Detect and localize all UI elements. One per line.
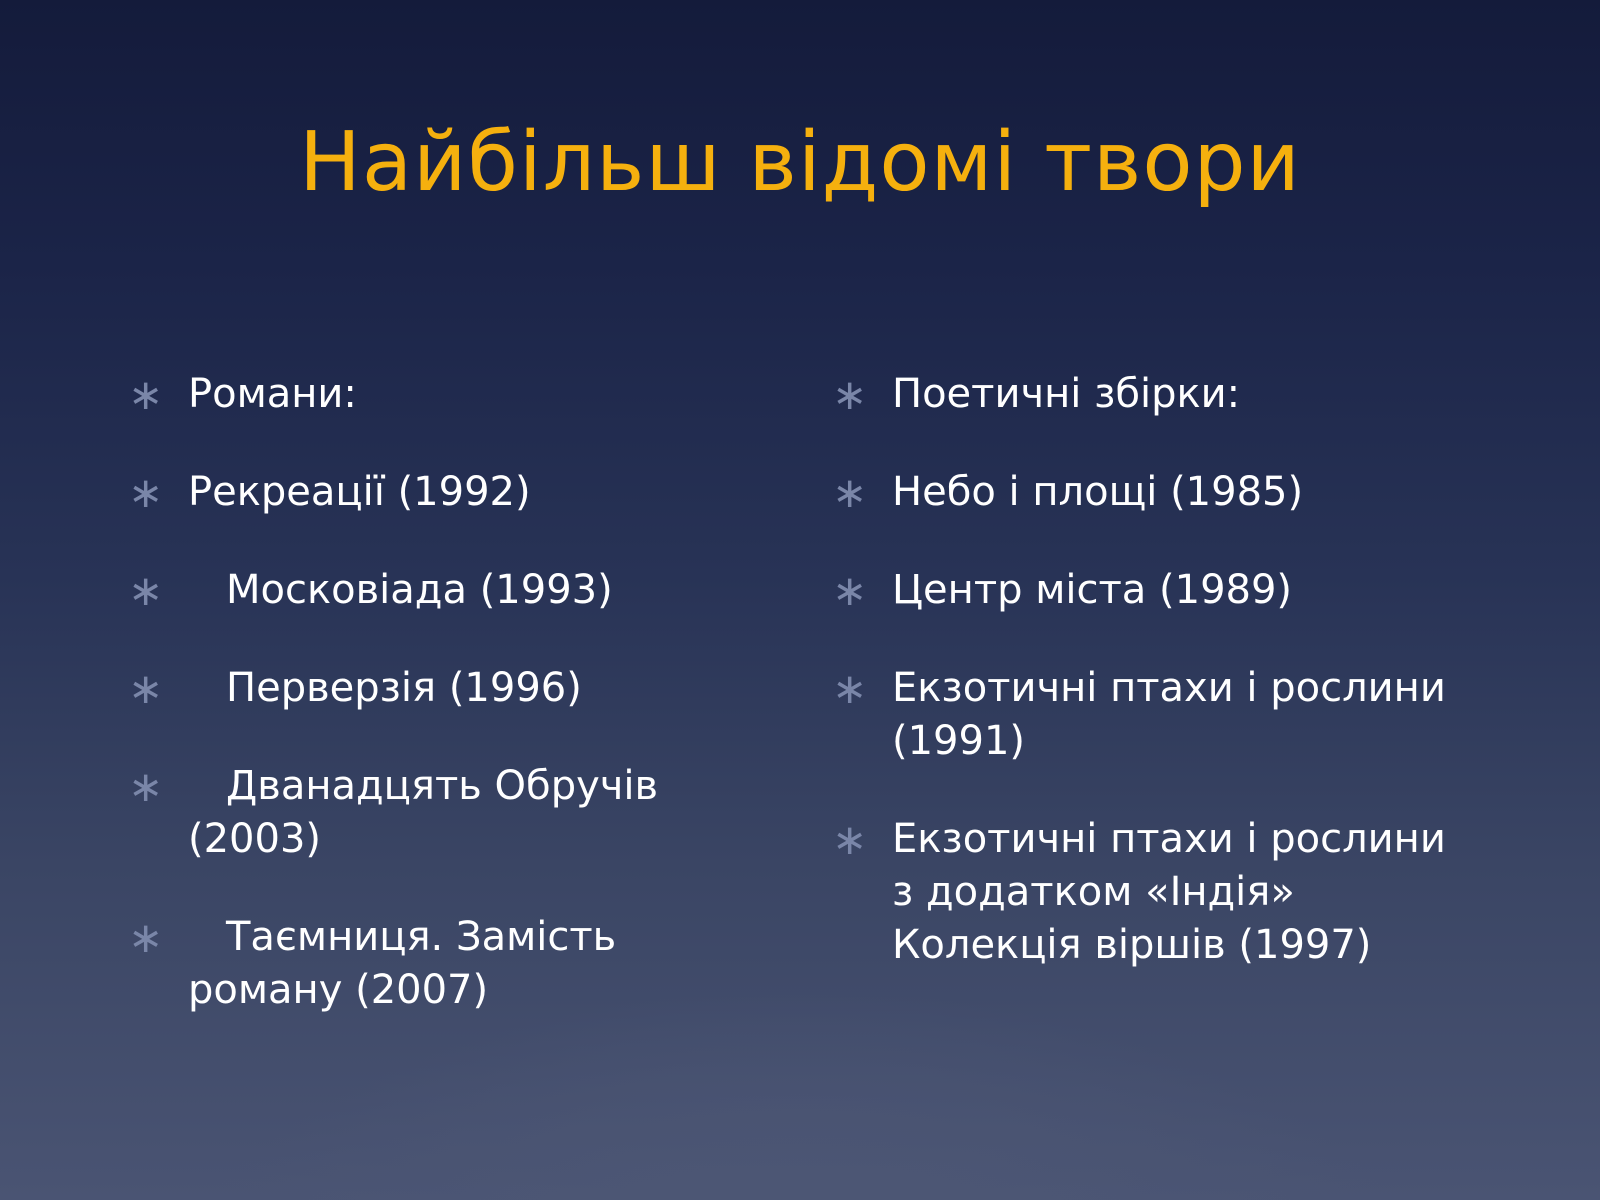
list-item-novel [128,911,738,1017]
list-item-novels-heading [128,368,738,421]
asterisk-bullet-icon: ∗ [128,664,164,713]
asterisk-bullet-icon: ∗ [128,370,164,419]
novels-list [128,368,738,1062]
list-item-text: Небо і площі (1985) [892,469,1304,515]
list-item-novel [128,760,738,866]
list-item-text: Перверзія (1996) [226,665,582,711]
list-item-text: Московіада (1993) [226,567,613,613]
list-item-text: Центр міста (1989) [892,567,1293,613]
asterisk-bullet-icon: ∗ [128,913,164,962]
list-item-poetry-heading [832,368,1472,421]
slide-title: Найбільш відомі твори [299,115,1301,210]
list-item-poetry [832,662,1472,768]
list-item-text: Рекреації (1992) [188,469,531,515]
list-item-text: Романи: [188,371,357,417]
asterisk-bullet-icon: ∗ [832,468,868,517]
poetry-list [832,368,1472,1017]
list-item-text: Поетичні збірки: [892,371,1241,417]
list-item-text: Екзотичні птахи і рослини (1991) [892,665,1446,764]
list-item-text: Дванадцять Обручів (2003) [188,763,659,862]
list-item-novel [128,466,738,519]
list-item-novel [128,564,738,617]
list-item-text: Таємниця. Замість роману (2007) [188,914,617,1013]
list-item-poetry [832,813,1472,972]
asterisk-bullet-icon: ∗ [128,566,164,615]
list-item-novel [128,662,738,715]
asterisk-bullet-icon: ∗ [832,815,868,864]
asterisk-bullet-icon: ∗ [128,762,164,811]
list-item-text: Екзотичні птахи і рослини з додатком «Індія» Колекція віршів (1997) [892,816,1446,968]
list-item-poetry [832,466,1472,519]
list-item-poetry [832,564,1472,617]
asterisk-bullet-icon: ∗ [128,468,164,517]
asterisk-bullet-icon: ∗ [832,566,868,615]
asterisk-bullet-icon: ∗ [832,370,868,419]
asterisk-bullet-icon: ∗ [832,664,868,713]
